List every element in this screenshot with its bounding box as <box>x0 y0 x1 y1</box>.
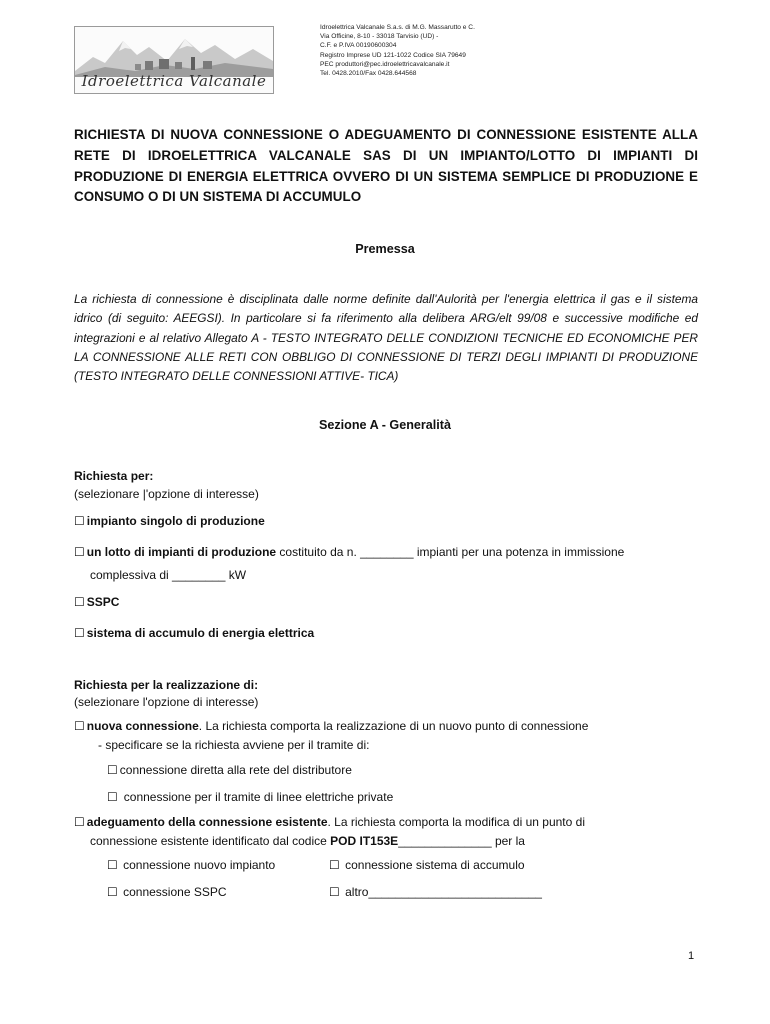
pod-code: POD IT153E <box>330 834 399 848</box>
company-logo <box>74 26 274 94</box>
checkbox-icon[interactable]: ☐ <box>74 719 85 733</box>
checkbox-icon[interactable]: ☐ <box>107 858 118 872</box>
company-info-line: Tel. 0428.2010/Fax 0428.644568 <box>320 70 417 78</box>
checkbox-icon[interactable]: ☐ <box>107 885 118 899</box>
company-info-line: Via Officine, 8-10 - 33018 Tarvisio (UD) - <box>320 33 439 41</box>
option-lotto-impianti[interactable] <box>74 545 624 559</box>
option-adeguamento[interactable] <box>74 815 585 829</box>
premessa-text: La richiesta di connessione è disciplinata dalle norme definite dall'Aulorità per l'energia elettrica il gas e il sistema idrico (di seguito: AEEGSI). In particolare si fa riferimento alla delibera ARG/elt 99/08 e successive modifiche ed integrazioni e al relativo Allegato A - TESTO INTEGRATO DELLE CONDIZIONI TECNICHE ED ECONOMICHE PER LA CONNESSIONE ALLE RETI CON OBBLIGO DI CONNESSIONE DI TERZI DEGLI IMPIANTI DI PRODUZIONE (TESTO INTEGRATO DELLE CONNESSIONI ATTIVE- TICA) <box>74 292 698 384</box>
option-label: SSPC <box>86 595 120 609</box>
option-label: adeguamento della connessione esistente <box>86 815 328 829</box>
company-info-line: C.F. e P.IVA 00190600304 <box>320 42 397 50</box>
pod-line-blank: ______________ per la <box>398 834 525 848</box>
checkbox-icon[interactable]: ☐ <box>74 514 85 528</box>
realizzazione-label: Richiesta per la realizzazione di: <box>74 678 259 692</box>
option-label: connessione diretta alla rete del distributore <box>119 763 352 777</box>
nuova-connessione-sub: - specificare se la richiesta avviene per il tramite di: <box>98 738 370 752</box>
option-nuova-connessione[interactable] <box>74 719 588 733</box>
option-nuovo-impianto[interactable] <box>107 858 275 872</box>
company-info-line: Registro Imprese UD 121-1022 Codice SIA 79649 <box>320 51 466 59</box>
checkbox-icon[interactable]: ☐ <box>74 626 85 640</box>
option-text: . La richiesta comporta la modifica di un punto di <box>327 815 585 829</box>
option-label: impianto singolo di produzione <box>86 514 265 528</box>
document-title: RICHIESTA DI NUOVA CONNESSIONE O ADEGUAMENTO DI CONNESSIONE ESISTENTE ALLA RETE DI IDROELETTRICA VALCANALE SAS DI UN IMPIANTO/LOTTO DI IMPIANTI DI PRODUZIONE DI ENERGIA ELETTRICA OVVERO DI UN SISTEMA SEMPLICE DI PRODUZIONE E CONSUMO O DI UN SISTEMA DI ACCUMULO <box>74 127 698 205</box>
option-connessione-sspc[interactable] <box>107 885 227 899</box>
option-label: nuova connessione <box>86 719 199 733</box>
option-label: connessione per il tramite di linee elettriche private <box>123 790 394 804</box>
realizzazione-hint: (selezionare l'opzione di interesse) <box>74 695 259 709</box>
option-label: sistema di accumulo di energia elettrica <box>86 626 315 640</box>
option-label: altro__________________________ <box>345 885 542 899</box>
page-number: 1 <box>688 950 695 962</box>
checkbox-icon[interactable]: ☐ <box>107 790 118 804</box>
company-info <box>320 23 580 78</box>
pod-code-line <box>90 834 525 848</box>
option-connessione-diretta[interactable] <box>107 763 352 777</box>
company-info-line: Idroelettrica Valcanale S.a.s. di M.G. Massarutto e C. <box>320 24 475 31</box>
checkbox-icon[interactable]: ☐ <box>74 545 85 559</box>
option-sistema-accumulo[interactable] <box>74 626 314 640</box>
checkbox-icon[interactable]: ☐ <box>329 885 340 899</box>
option-label: un lotto di impianti di produzione <box>86 545 277 559</box>
company-info-line: PEC produttori@pec.idroelettricavalcanale.it <box>320 60 450 68</box>
richiesta-per-hint: (selezionare |'opzione di interesse) <box>74 487 259 501</box>
checkbox-icon[interactable]: ☐ <box>74 815 85 829</box>
premessa-heading: Premessa <box>355 242 415 256</box>
checkbox-icon[interactable]: ☐ <box>329 858 340 872</box>
option-label: connessione nuovo impianto <box>123 858 276 872</box>
richiesta-per-label: Richiesta per: <box>74 469 154 483</box>
sezione-a-heading: Sezione A - Generalità <box>318 418 452 432</box>
option-connessione-privata[interactable] <box>107 790 393 804</box>
checkbox-icon[interactable]: ☐ <box>107 763 118 777</box>
option-sspc[interactable] <box>74 595 119 609</box>
option-text: . La richiesta comporta la realizzazione di un nuovo punto di connessione <box>198 719 589 733</box>
potenza-complessiva-line: complessiva di ________ kW <box>90 568 247 582</box>
option-connessione-accumulo[interactable] <box>329 858 525 872</box>
option-label: connessione sistema di accumulo <box>345 858 525 872</box>
option-altro[interactable] <box>329 885 542 899</box>
pod-line-text: connessione esistente identificato dal codice <box>90 834 331 848</box>
option-label: connessione SSPC <box>123 885 227 899</box>
option-impianto-singolo[interactable] <box>74 514 265 528</box>
logo-text: Idroelettrica Valcanale <box>81 72 267 90</box>
option-text: costituito da n. ________ impianti per una potenza in immissione <box>276 545 625 559</box>
checkbox-icon[interactable]: ☐ <box>74 595 85 609</box>
